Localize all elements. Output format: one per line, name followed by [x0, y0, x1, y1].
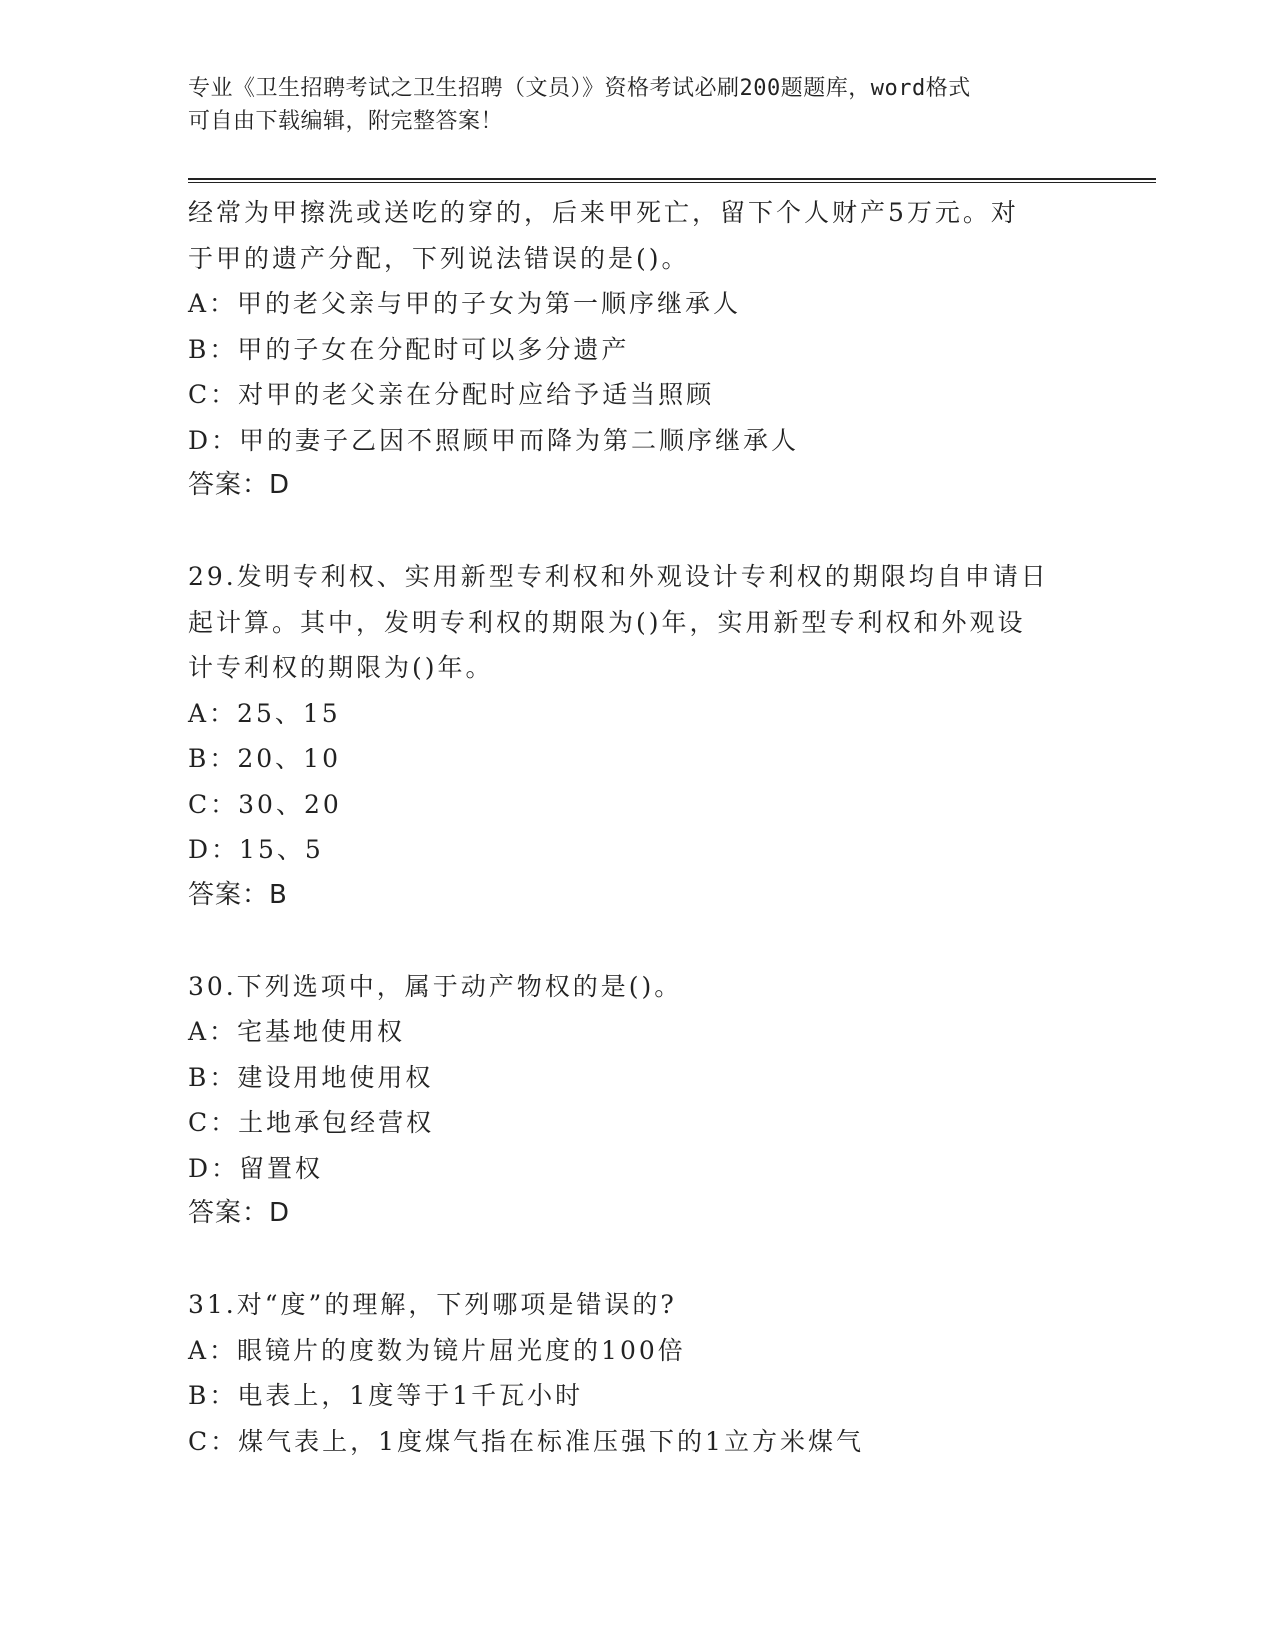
- question-stem: 起计算。其中，发明专利权的期限为()年，实用新型专利权和外观设: [188, 607, 1026, 637]
- option-b: B：甲的子女在分配时可以多分遗产: [188, 334, 630, 364]
- answer: 答案：D: [188, 470, 291, 500]
- option-c: C：对甲的老父亲在分配时应给予适当照顾: [188, 380, 715, 409]
- option-b: B：建设用地使用权: [188, 1062, 434, 1092]
- header-title-line-1: 专业《卫生招聘考试之卫生招聘（文员）》资格考试必刷200题题库，word格式: [188, 76, 971, 101]
- question-stem: 29.发明专利权、实用新型专利权和外观设计专利权的期限均自申请日: [188, 562, 1049, 591]
- question-stem: 31.对“度”的理解，下列哪项是错误的?: [188, 1290, 677, 1319]
- question-stem: 计专利权的期限为()年。: [188, 653, 494, 682]
- option-c: C：煤气表上，1度煤气指在标准压强下的1立方米煤气: [188, 1426, 864, 1456]
- question-stem: 经常为甲擦洗或送吃的穿的，后来甲死亡，留下个人财产5万元。对: [188, 198, 1019, 227]
- document-header: [188, 72, 1088, 138]
- question-30: [188, 964, 1088, 1237]
- option-a: A：甲的老父亲与甲的子女为第一顺序继承人: [188, 289, 742, 318]
- spacer: [188, 918, 1088, 964]
- option-d: D：留置权: [188, 1153, 324, 1183]
- option-d: D：甲的妻子乙因不照顾甲而降为第二顺序继承人: [188, 425, 800, 455]
- question-28: [188, 190, 1088, 509]
- header-title-line-2: 可自由下载编辑，附完整答案！: [188, 109, 504, 134]
- option-b: B：20、10: [188, 744, 341, 773]
- spacer: [188, 509, 1088, 555]
- question-31: [188, 1282, 1088, 1464]
- answer: 答案：B: [188, 879, 288, 910]
- question-stem: 于甲的遗产分配，下列说法错误的是()。: [188, 243, 690, 273]
- header-divider: [188, 178, 1156, 183]
- spacer: [188, 1237, 1088, 1283]
- option-c: C：30、20: [188, 789, 342, 819]
- option-c: C：土地承包经营权: [188, 1108, 435, 1137]
- option-a: A：25、15: [188, 698, 341, 728]
- option-a: A：宅基地使用权: [188, 1017, 406, 1046]
- option-b: B：电表上，1度等于1千瓦小时: [188, 1381, 584, 1410]
- answer: 答案：D: [188, 1198, 291, 1228]
- question-29: [188, 554, 1088, 918]
- option-d: D：15、5: [188, 835, 324, 864]
- option-a: A：眼镜片的度数为镜片屈光度的100倍: [188, 1335, 686, 1365]
- question-list: [188, 190, 1088, 1464]
- question-stem: 30.下列选项中，属于动产物权的是()。: [188, 971, 683, 1001]
